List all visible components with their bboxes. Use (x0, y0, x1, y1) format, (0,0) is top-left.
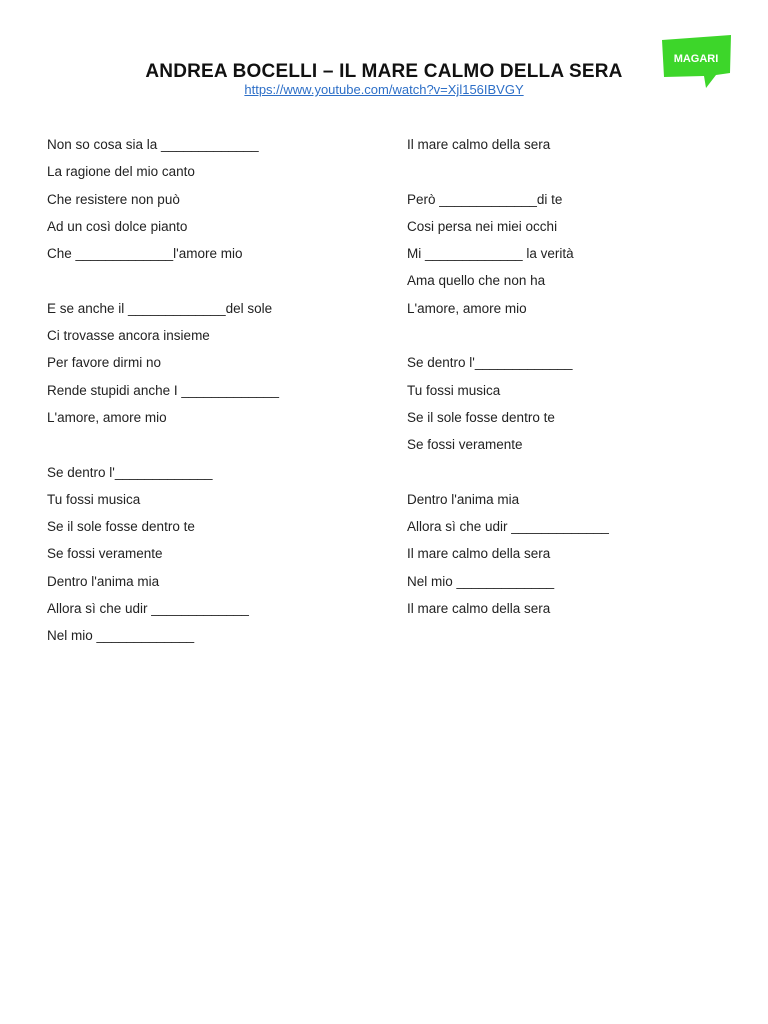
lyric-line: Il mare calmo della sera (407, 137, 551, 152)
page-title: ANDREA BOCELLI – IL MARE CALMO DELLA SERA (145, 61, 623, 82)
lyric-line: Nel mio _____________ (407, 573, 555, 589)
lyric-line: Il mare calmo della sera (407, 546, 551, 562)
lyric-line: Dentro l'anima mia (407, 491, 520, 507)
lyric-line: Ci trovasse ancora insieme (47, 328, 210, 344)
lyric-line (47, 436, 279, 463)
lyrics-left-column (47, 136, 279, 655)
lyric-line: Allora sì che udir _____________ (407, 519, 609, 535)
lyric-line: Il mare calmo della sera (407, 601, 551, 617)
lyric-line: L'amore, amore mio (47, 409, 167, 425)
video-link-container (0, 82, 768, 98)
lyric-line: Se fossi veramente (407, 437, 523, 453)
lyric-line: Tu fossi musica (407, 382, 501, 398)
logo-text: MAGARI (673, 53, 719, 65)
lyric-line: Ama quello che non ha (407, 273, 546, 289)
lyric-line: Per favore dirmi no (47, 355, 162, 371)
lyric-line: Cosi persa nei miei occhi (407, 218, 558, 234)
lyric-line: Se dentro l'_____________ (47, 464, 213, 480)
lyric-line (407, 163, 609, 190)
lyric-line: Tu fossi musica (47, 491, 141, 507)
lyric-line: L'amore, amore mio (407, 300, 527, 316)
lyric-line: Se il sole fosse dentro te (407, 409, 555, 425)
lyric-line: Se dentro l'_____________ (407, 355, 573, 371)
lyrics-right-column (407, 136, 609, 627)
lyric-line: Allora sì che udir _____________ (47, 601, 249, 617)
lyric-line: Che resistere non può (47, 191, 180, 207)
lyric-line: Se fossi veramente (47, 546, 163, 562)
lyric-line (407, 327, 609, 354)
lyric-line: Mi _____________ la verità (407, 246, 574, 262)
lyric-line (407, 464, 609, 491)
lyric-line: Ad un così dolce pianto (47, 218, 188, 234)
lyric-line (47, 272, 279, 299)
lyric-line: E se anche il _____________del sole (47, 300, 273, 316)
lyric-line: Però _____________di te (407, 191, 563, 207)
lyric-line: La ragione del mio canto (47, 164, 195, 180)
youtube-link[interactable]: https://www.youtube.com/watch?v=Xjl156IBVGY (244, 82, 524, 97)
lyric-line: Non so cosa sia la _____________ (47, 137, 259, 152)
lyric-line: Che _____________l'amore mio (47, 246, 243, 262)
lyric-line: Dentro l'anima mia (47, 573, 160, 589)
lyric-line: Nel mio _____________ (47, 628, 195, 644)
lyric-line: Se il sole fosse dentro te (47, 519, 195, 535)
lyric-line: Rende stupidi anche I _____________ (47, 382, 279, 398)
